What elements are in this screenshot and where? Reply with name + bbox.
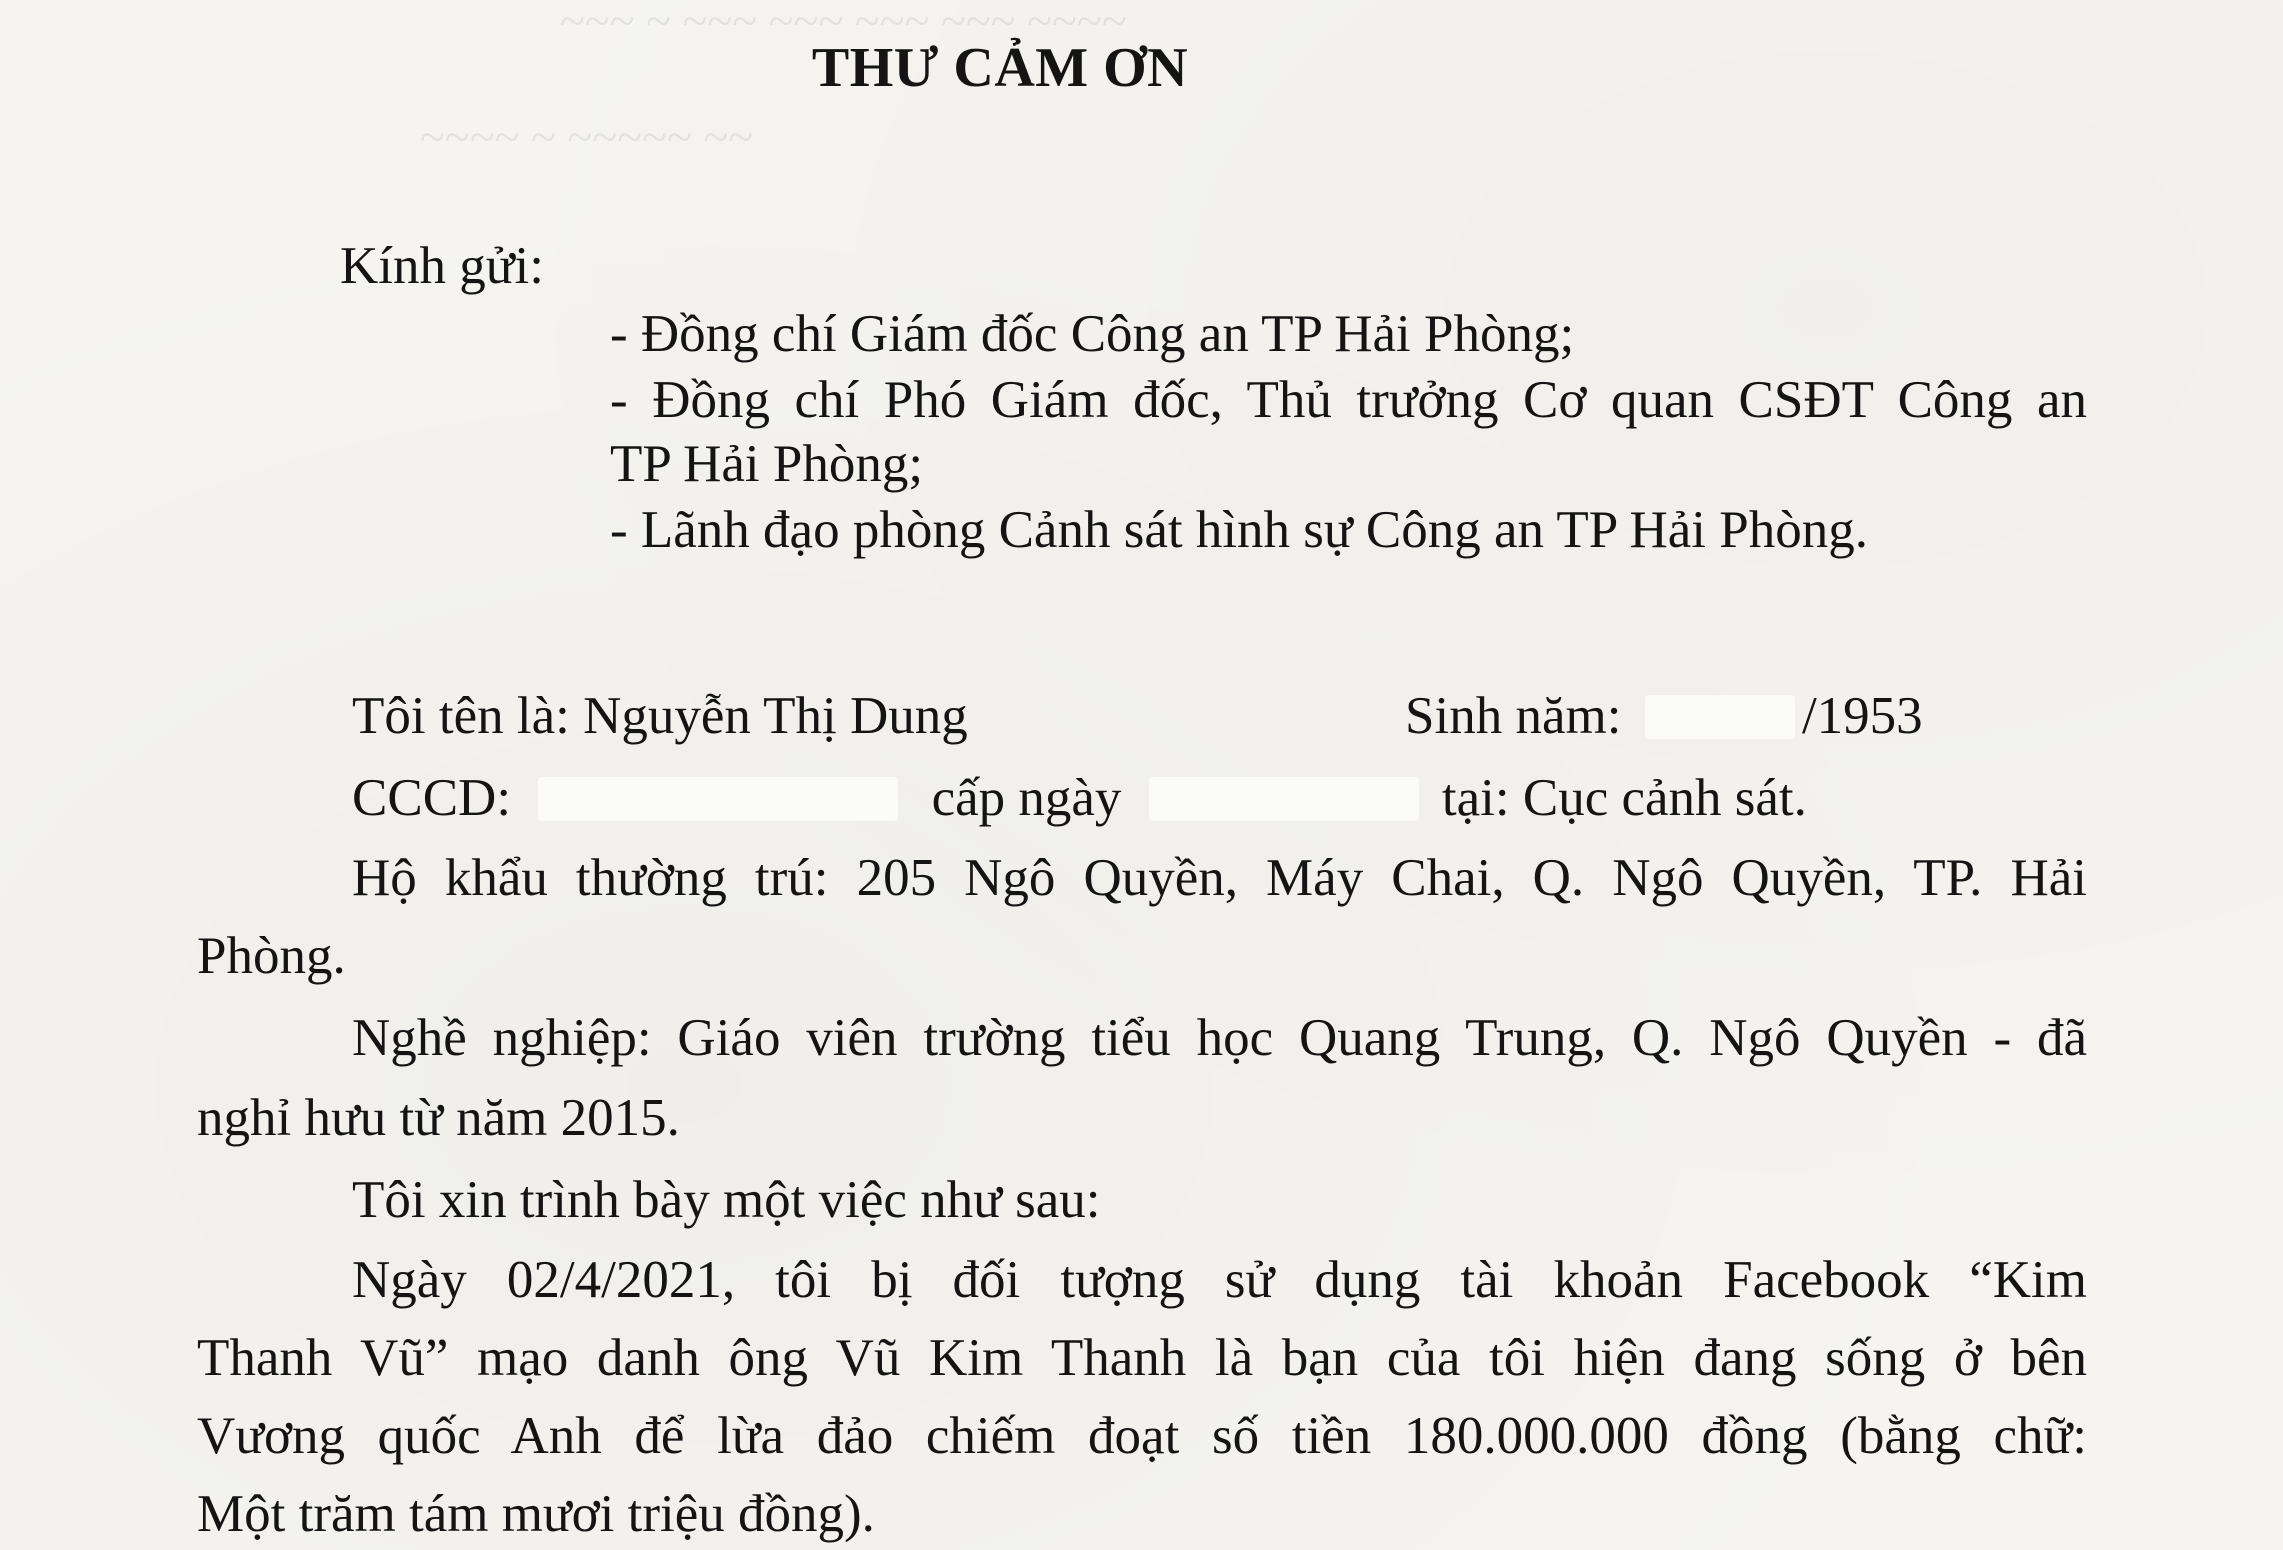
body-line-4: Một trăm tám mươi triệu đồng). — [197, 1485, 875, 1543]
body-line-1: Ngày 02/4/2021, tôi bị đối tượng sử dụng tài khoản Facebook “Kim — [352, 1251, 2087, 1309]
birth-year: /1953 — [1801, 687, 1923, 745]
recipient-2: - Đồng chí Phó Giám đốc, Thủ trưởng Cơ quan CSĐT Công an — [610, 371, 2087, 429]
body-line-2: Thanh Vũ” mạo danh ông Vũ Kim Thanh là bạn của tôi hiện đang sống ở bên — [197, 1329, 2087, 1387]
recipient-1: - Đồng chí Giám đốc Công an TP Hải Phòng; — [610, 305, 1575, 363]
redacted-id-number — [538, 777, 898, 821]
id-line — [352, 769, 1807, 827]
issue-label: cấp ngày — [931, 769, 1122, 827]
id-label: CCCD: — [352, 769, 512, 827]
recipient-3: - Lãnh đạo phòng Cảnh sát hình sự Công an TP Hải Phòng. — [610, 501, 1868, 559]
show-through-smudge: ~~~ ~ ~~~ ~~~ ~~~ ~~~ ~~~~ — [560, 0, 1127, 46]
residence-line-1: Hộ khẩu thường trú: 205 Ngô Quyền, Máy Chai, Q. Ngô Quyền, TP. Hải — [352, 849, 2087, 907]
occupation-line-2: nghỉ hưu từ năm 2015. — [197, 1089, 680, 1147]
salutation: Kính gửi: — [340, 237, 544, 295]
show-through-smudge: ~~~~ ~ ~~~~~ ~~ — [420, 111, 754, 162]
issue-place: tại: Cục cảnh sát. — [1441, 769, 1807, 827]
recipient-2-continuation: TP Hải Phòng; — [610, 435, 924, 493]
letter-title: THƯ CẢM ƠN — [811, 37, 1189, 99]
redacted-birth-date — [1645, 695, 1795, 739]
body-line-3: Vương quốc Anh để lừa đảo chiếm đoạt số tiền 180.000.000 đồng (bằng chữ: — [197, 1407, 2087, 1465]
birth-line — [1405, 687, 1923, 745]
redacted-issue-date — [1149, 777, 1419, 821]
occupation-line-1: Nghề nghiệp: Giáo viên trường tiểu học Quang Trung, Q. Ngô Quyền - đã — [352, 1009, 2087, 1067]
intro-line: Tôi xin trình bày một việc như sau: — [352, 1171, 1101, 1229]
birth-label: Sinh năm: — [1405, 687, 1622, 745]
residence-line-2: Phòng. — [197, 927, 346, 985]
name-line: Tôi tên là: Nguyễn Thị Dung — [352, 687, 968, 745]
